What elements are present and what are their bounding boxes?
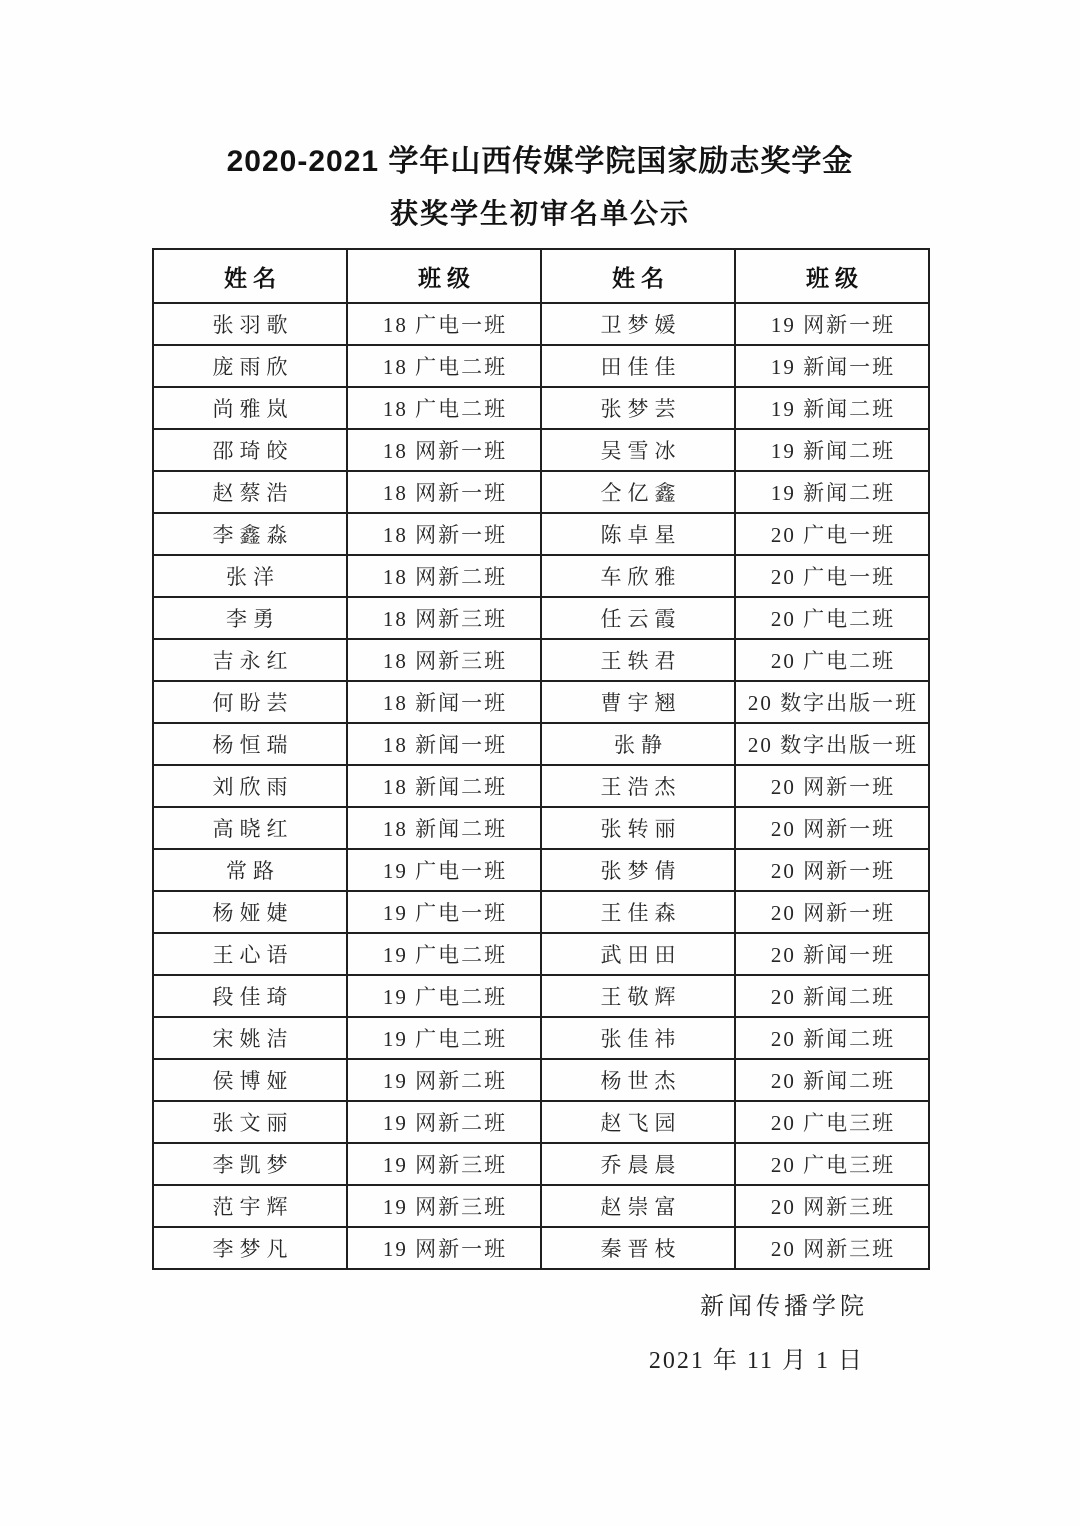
student-class-cell: 19 广电二班 xyxy=(347,933,541,975)
student-name-cell: 李勇 xyxy=(153,597,347,639)
table-header-row xyxy=(153,249,929,303)
student-name-cell: 张梦芸 xyxy=(541,387,735,429)
student-name-cell: 秦晋枝 xyxy=(541,1227,735,1269)
student-name-cell: 何盼芸 xyxy=(153,681,347,723)
column-header: 姓名 xyxy=(541,249,735,303)
student-class-cell: 18 网新一班 xyxy=(347,471,541,513)
student-name-cell: 侯博娅 xyxy=(153,1059,347,1101)
student-class-cell: 19 新闻一班 xyxy=(735,345,929,387)
student-class-cell: 18 网新三班 xyxy=(347,597,541,639)
student-class-cell: 19 网新三班 xyxy=(347,1143,541,1185)
student-class-cell: 20 网新一班 xyxy=(735,891,929,933)
student-name-cell: 曹宇翘 xyxy=(541,681,735,723)
table-row xyxy=(153,597,929,639)
student-class-cell: 18 网新一班 xyxy=(347,513,541,555)
column-header: 班级 xyxy=(347,249,541,303)
table-row xyxy=(153,387,929,429)
scholarship-roster-table xyxy=(152,248,930,1270)
table-row xyxy=(153,471,929,513)
student-class-cell: 18 网新一班 xyxy=(347,429,541,471)
student-name-cell: 任云霞 xyxy=(541,597,735,639)
student-class-cell: 20 网新一班 xyxy=(735,765,929,807)
table-row xyxy=(153,555,929,597)
student-class-cell: 20 广电二班 xyxy=(735,597,929,639)
table-row xyxy=(153,849,929,891)
student-class-cell: 18 广电二班 xyxy=(347,387,541,429)
student-name-cell: 段佳琦 xyxy=(153,975,347,1017)
student-class-cell: 20 数字出版一班 xyxy=(735,681,929,723)
student-name-cell: 乔晨晨 xyxy=(541,1143,735,1185)
student-class-cell: 19 网新一班 xyxy=(735,303,929,345)
student-class-cell: 19 广电二班 xyxy=(347,1017,541,1059)
student-name-cell: 常路 xyxy=(153,849,347,891)
student-class-cell: 20 广电一班 xyxy=(735,513,929,555)
student-name-cell: 陈卓星 xyxy=(541,513,735,555)
student-name-cell: 张文丽 xyxy=(153,1101,347,1143)
student-name-cell: 范宇辉 xyxy=(153,1185,347,1227)
student-class-cell: 20 数字出版一班 xyxy=(735,723,929,765)
student-class-cell: 20 新闻一班 xyxy=(735,933,929,975)
student-class-cell: 19 新闻二班 xyxy=(735,387,929,429)
student-name-cell: 吉永红 xyxy=(153,639,347,681)
student-class-cell: 20 新闻二班 xyxy=(735,975,929,1017)
student-name-cell: 张洋 xyxy=(153,555,347,597)
student-class-cell: 20 广电二班 xyxy=(735,639,929,681)
student-name-cell: 张静 xyxy=(541,723,735,765)
student-class-cell: 20 广电三班 xyxy=(735,1143,929,1185)
table-row xyxy=(153,513,929,555)
student-name-cell: 张佳祎 xyxy=(541,1017,735,1059)
student-name-cell: 李凯梦 xyxy=(153,1143,347,1185)
table-row xyxy=(153,639,929,681)
table-row xyxy=(153,723,929,765)
student-class-cell: 20 新闻二班 xyxy=(735,1059,929,1101)
table-row xyxy=(153,975,929,1017)
student-name-cell: 武田田 xyxy=(541,933,735,975)
student-class-cell: 19 网新一班 xyxy=(347,1227,541,1269)
student-name-cell: 张梦倩 xyxy=(541,849,735,891)
student-name-cell: 王轶君 xyxy=(541,639,735,681)
student-name-cell: 田佳佳 xyxy=(541,345,735,387)
student-name-cell: 张羽歌 xyxy=(153,303,347,345)
student-class-cell: 20 新闻二班 xyxy=(735,1017,929,1059)
table-body xyxy=(153,303,929,1269)
column-header: 班级 xyxy=(735,249,929,303)
table-row xyxy=(153,1185,929,1227)
student-class-cell: 20 广电三班 xyxy=(735,1101,929,1143)
student-name-cell: 王浩杰 xyxy=(541,765,735,807)
student-name-cell: 张转丽 xyxy=(541,807,735,849)
student-class-cell: 19 广电一班 xyxy=(347,849,541,891)
table-row xyxy=(153,1227,929,1269)
table-row xyxy=(153,891,929,933)
student-class-cell: 18 广电一班 xyxy=(347,303,541,345)
student-class-cell: 20 网新三班 xyxy=(735,1185,929,1227)
student-name-cell: 王敬辉 xyxy=(541,975,735,1017)
student-class-cell: 18 新闻二班 xyxy=(347,807,541,849)
student-name-cell: 仝亿鑫 xyxy=(541,471,735,513)
student-name-cell: 王佳森 xyxy=(541,891,735,933)
table-row xyxy=(153,1059,929,1101)
document-title-line1: 2020-2021 学年山西传媒学院国家励志奖学金 xyxy=(226,145,854,178)
student-name-cell: 杨娅婕 xyxy=(153,891,347,933)
student-class-cell: 18 网新三班 xyxy=(347,639,541,681)
student-name-cell: 尚雅岚 xyxy=(153,387,347,429)
student-name-cell: 高晓红 xyxy=(153,807,347,849)
table-row xyxy=(153,933,929,975)
student-name-cell: 车欣雅 xyxy=(541,555,735,597)
student-name-cell: 李梦凡 xyxy=(153,1227,347,1269)
footer-date: 2021 年 11 月 1 日 xyxy=(648,1348,864,1374)
student-name-cell: 刘欣雨 xyxy=(153,765,347,807)
table-row xyxy=(153,765,929,807)
student-name-cell: 王心语 xyxy=(153,933,347,975)
student-class-cell: 20 网新三班 xyxy=(735,1227,929,1269)
footer-department: 新闻传播学院 xyxy=(700,1294,868,1320)
student-name-cell: 庞雨欣 xyxy=(153,345,347,387)
student-class-cell: 19 广电一班 xyxy=(347,891,541,933)
student-name-cell: 赵崇富 xyxy=(541,1185,735,1227)
student-name-cell: 宋姚洁 xyxy=(153,1017,347,1059)
student-name-cell: 杨恒瑞 xyxy=(153,723,347,765)
student-name-cell: 李鑫淼 xyxy=(153,513,347,555)
student-class-cell: 19 新闻二班 xyxy=(735,429,929,471)
student-class-cell: 18 新闻二班 xyxy=(347,765,541,807)
table-row xyxy=(153,1101,929,1143)
student-class-cell: 20 网新一班 xyxy=(735,849,929,891)
student-name-cell: 吴雪冰 xyxy=(541,429,735,471)
student-class-cell: 19 广电二班 xyxy=(347,975,541,1017)
student-name-cell: 邵琦皎 xyxy=(153,429,347,471)
table-row xyxy=(153,681,929,723)
student-class-cell: 20 网新一班 xyxy=(735,807,929,849)
student-name-cell: 赵飞园 xyxy=(541,1101,735,1143)
table-row xyxy=(153,1017,929,1059)
table-row xyxy=(153,1143,929,1185)
student-name-cell: 赵蔡浩 xyxy=(153,471,347,513)
student-class-cell: 18 新闻一班 xyxy=(347,681,541,723)
column-header: 姓名 xyxy=(153,249,347,303)
table-row xyxy=(153,303,929,345)
student-class-cell: 18 网新二班 xyxy=(347,555,541,597)
student-class-cell: 20 广电一班 xyxy=(735,555,929,597)
student-class-cell: 18 新闻一班 xyxy=(347,723,541,765)
student-name-cell: 杨世杰 xyxy=(541,1059,735,1101)
table-row xyxy=(153,345,929,387)
table-header xyxy=(153,249,929,303)
table-row xyxy=(153,429,929,471)
student-class-cell: 19 新闻二班 xyxy=(735,471,929,513)
table-row xyxy=(153,807,929,849)
student-class-cell: 19 网新二班 xyxy=(347,1059,541,1101)
student-name-cell: 卫梦媛 xyxy=(541,303,735,345)
student-class-cell: 19 网新二班 xyxy=(347,1101,541,1143)
student-class-cell: 19 网新三班 xyxy=(347,1185,541,1227)
student-class-cell: 18 广电二班 xyxy=(347,345,541,387)
document-title-line2: 获奖学生初审名单公示 xyxy=(389,198,690,229)
